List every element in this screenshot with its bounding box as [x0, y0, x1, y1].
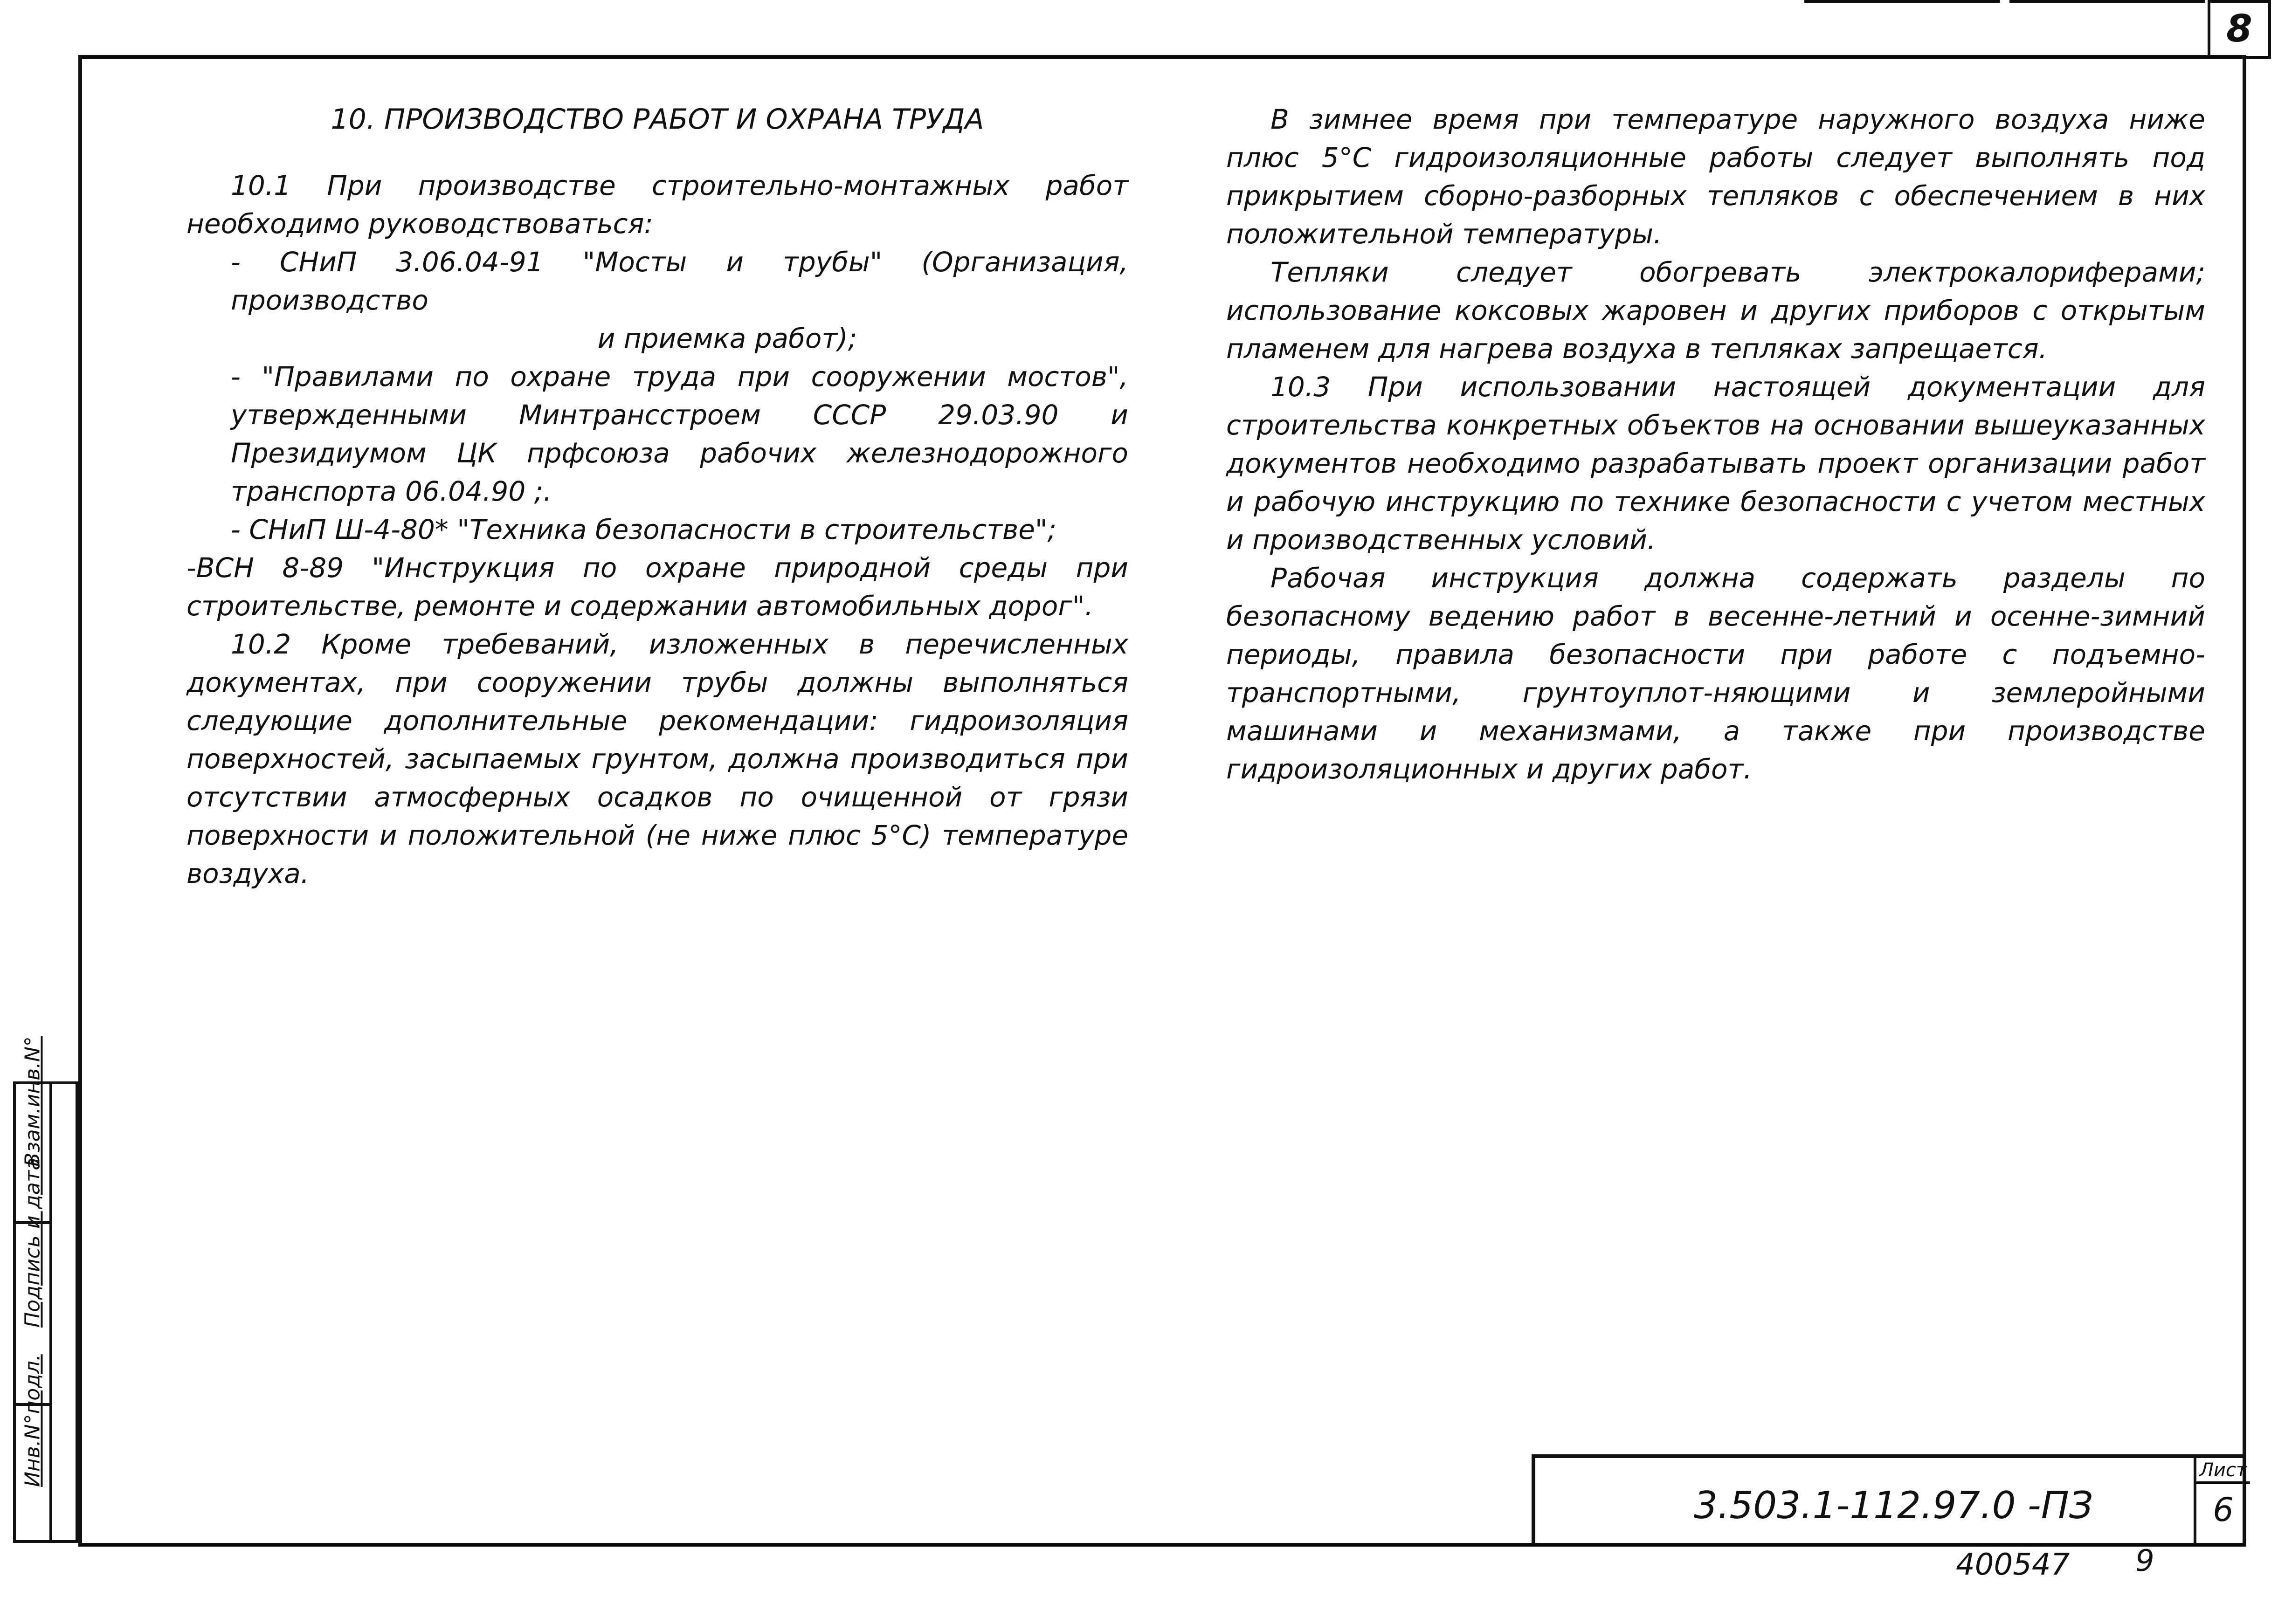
stamp-inv-label: Инв.N°подл. [21, 1354, 45, 1487]
sheet-corner-number: 8 [2208, 0, 2271, 59]
stamp-podpis-label: Подпись и дата [21, 1157, 45, 1328]
sheet-box [2194, 1458, 2250, 1547]
paragraph-winter: В зимнее время при температуре наружного воздуха ниже плюс 5°С гидроизоляционные работы следует выполнять под прикрытием сборно-разборных тепляков с обеспечением в них положительной температуры. [1226, 103, 2205, 250]
paragraph-10-2: 10.2 Кроме требеваний, изложенных в перечисленных документах, при сооружении трубы должны выполняться следующие дополнительные рекомендации: гидроизоляция поверхностей, засыпаемых грунтом, должна производиться при отсутствии атмосферных осадков по очищенной от грязи поверхности и положительной (не ниже плюс 5°С) температуре воздуха. [186, 628, 1128, 889]
paragraph-heating: Тепляки следует обогревать электрокалориферами; использование коксовых жаровен и других приборов с открытым пламенем для нагрева воздуха в тепляках запрещается. [1226, 256, 2205, 365]
archive-number: 400547 [1956, 1548, 2070, 1582]
side-stamp [13, 1036, 78, 1543]
section-heading: 10. ПРОИЗВОДСТВО РАБОТ И ОХРАНА ТРУДА [331, 103, 984, 136]
paragraph-10-3: 10.3 При использовании настоящей документации для строительства конкретных объектов на основании вышеуказанных документов необходимо разрабатывать проект организации работ и рабочую инструкцию по технике безопасности с учетом местных и производственных условий. [1226, 371, 2205, 556]
paragraph-10-1: 10.1 При производстве строительно-монтажных работ необходимо руководствоваться: [186, 170, 1128, 240]
stamp-vzam-label: Взам.инв.N° [21, 1036, 45, 1167]
sheet-number: 6 [2213, 1491, 2234, 1529]
stamp-cell-inv [16, 1354, 49, 1540]
vsn-item: -ВСН 8-89 "Инструкция по охране природной среды при строительстве, ремонте и содержании автомобильных дорог". [186, 552, 1128, 622]
top-line-mark [2009, 0, 2205, 3]
paragraph-instruction: Рабочая инструкция должна содержать разделы по безопасному ведению работ в весенне-летний и осенне-зимний периоды, правила безопасности при работе с подъемно-транспортными, грунтоуплот-няющими и землеройными машинами и механизмами, а также при производстве гидроизоляционных и других работ. [1226, 562, 2205, 785]
title-block [1532, 1454, 2246, 1547]
snip-item-2: - СНиП Ш-4-80* "Техника безопасности в строительстве"; [231, 514, 1057, 545]
document-code: 3.503.1-112.97.0 -ПЗ [1694, 1484, 2093, 1527]
stamp-divider [49, 1084, 52, 1540]
snip-item-1-cont: и приемка работ); [597, 323, 857, 354]
rules-item: - "Правилами по охране труда при сооружении мостов", утвержденными Минтрансстроем СССР 29.03.90 и Президиумом ЦК прфсоюза рабочих железнодорожного транспорта 06.04.90 ;. [231, 361, 1128, 507]
right-column [1226, 100, 2205, 788]
sheet-label: Лист [2196, 1458, 2250, 1484]
snip-item-1: - СНиП 3.06.04-91 "Мосты и трубы" (Организация, производство [231, 246, 1128, 316]
left-column [186, 100, 1128, 893]
archive-copy-number: 9 [2135, 1544, 2154, 1578]
top-line-mark [1804, 0, 2000, 3]
